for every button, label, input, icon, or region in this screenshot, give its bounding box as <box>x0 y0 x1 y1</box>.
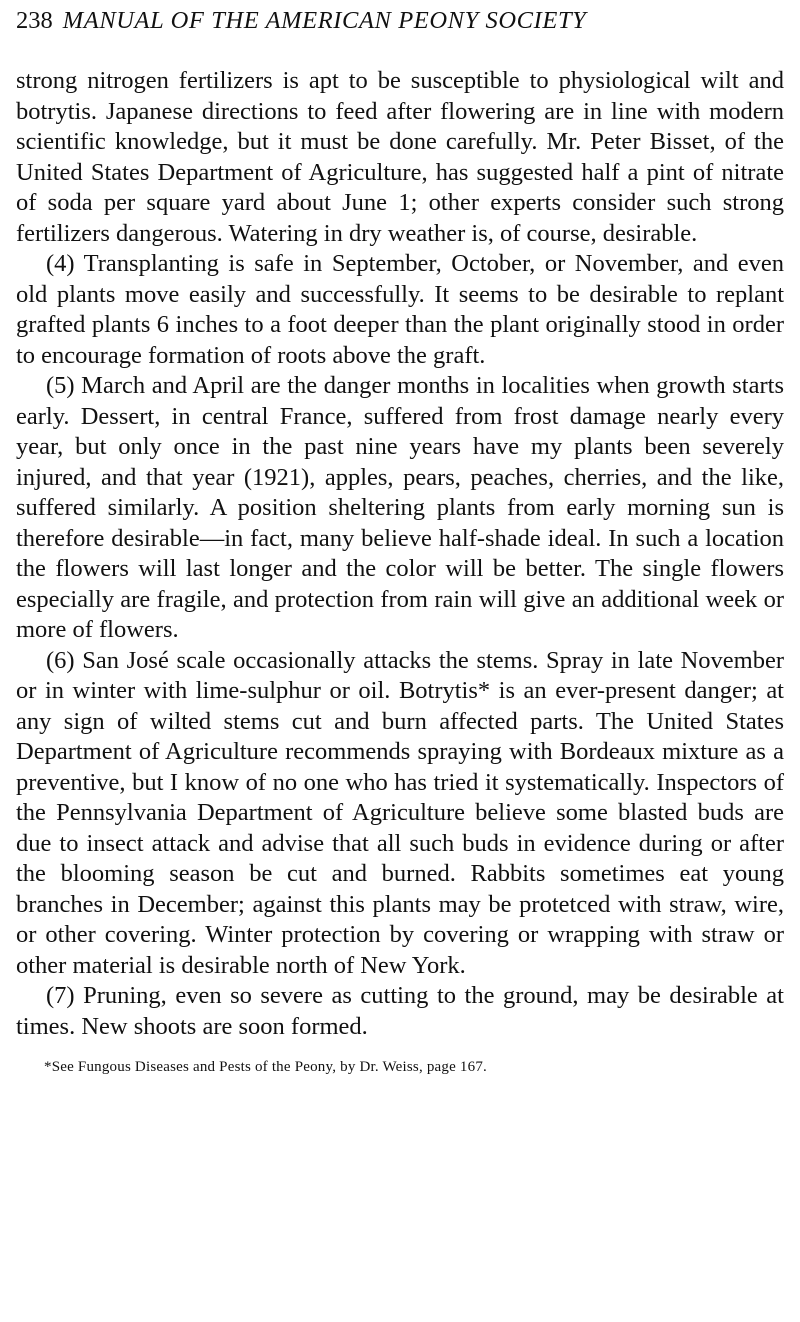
paragraph-pruning: (7) Pruning, even so severe as cutting to the ground, may be desirable at times. New shoots are soon formed. <box>16 982 784 1040</box>
body-text <box>16 66 784 1042</box>
footnote: *See Fungous Diseases and Pests of the Peony, by Dr. Weiss, page 167. <box>44 1059 487 1075</box>
paragraph-danger-months: (5) March and April are the danger months in localities when growth starts early. Dessert, in central France, suffered from frost damage nearly every year, but only once in the past nine years have my plants been severely injured, and that year (1921), apples, pears, peaches, cherries, and the like, suffered similarly. A position sheltering plants from early morning sun is therefore desirable—in fact, many believe half-shade ideal. In such a location the flowers will last longer and the color will be better. The single flowers especially are fragile, and protection from rain will give an additional week or more of flowers. <box>16 372 784 643</box>
page-number: 238 <box>16 7 53 34</box>
book-page <box>16 4 784 1078</box>
paragraph-transplanting: (4) Transplanting is safe in September, October, or November, and even old plants move easily and successfully. It seems to be desirable to replant grafted plants 6 inches to a foot deeper than the plant originally stood in order to encourage formation of roots above the graft. <box>16 250 784 369</box>
running-head <box>16 4 784 38</box>
paragraph-pests: (6) San José scale occasionally attacks the stems. Spray in late November or in winter with lime-sulphur or oil. Botrytis* is an ever-present danger; at any sign of wilted stems cut and burn affected parts. The United States Department of Agriculture recommends spraying with Bordeaux mixture as a preventive, but I know of no one who has tried it systematically. Inspectors of the Pennsylvania Department of Agriculture believe some blasted buds are due to insect attack and advise that all such buds in evidence during or after the blooming season be cut and burned. Rabbits sometimes eat young branches in December; against this plants may be protetced with straw, wire, or other covering. Winter protection by covering or wrapping with straw or other material is desirable north of New York. <box>16 646 784 979</box>
running-title: MANUAL OF THE AMERICAN PEONY SOCIETY <box>62 7 587 34</box>
paragraph-continued: strong nitrogen fertilizers is apt to be susceptible to physiological wilt and botrytis. Japanese directions to feed after flowering are in line with modern scientific knowledge, but it must be done carefully. Mr. Peter Bisset, of the United States Department of Agriculture, has suggested half a pint of nitrate of soda per square yard about June 1; other experts consider such strong fertilizers dangerous. Watering in dry weather is, of course, desirable. <box>16 67 784 247</box>
